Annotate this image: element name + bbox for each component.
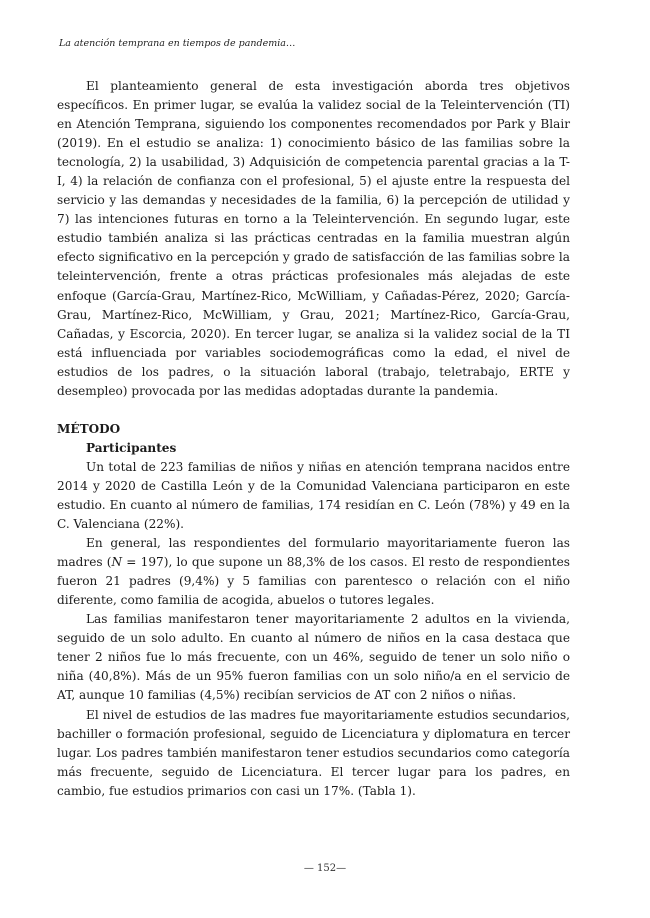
respondents-text-start: En general, las respondientes del formulario mayoritariamente fueron las madres ( <box>57 536 570 570</box>
sample-size-symbol: N <box>111 555 123 570</box>
section-heading-metodo: MÉTODO <box>57 421 121 436</box>
paragraph-objectives: El planteamiento general de esta investigación aborda tres objetivos específicos. En primer lugar, se evalúa la validez social de la Teleintervención (TI) en Atención Temprana, siguiendo los componentes recomendados por Park y Blair (2019). En el estudio se analiza: 1) conocimiento básico de las familias sobre la tecnología, 2) la usabilidad, 3) Adquisición de competencia parental gracias a la T-I, 4) la relación de confianza con el profesional, 5) el ajuste entre la respuesta del servicio y las demandas y necesidades de la familia, 6) la percepción de utilidad y 7) las intenciones futuras en torno a la Teleintervención. En segundo lugar, este estudio también analiza si las prácticas centradas en la familia muestran algún efecto significativo en la percepción y grado de satisfacción de las familias sobre la teleintervención, frente a otras prácticas profesionales más alejadas de este enfoque (García-Grau, Martínez-Rico, McWilliam, y Cañadas-Pérez, 2020; García-Grau, Martínez-Rico, McWilliam, y Grau, 2021; Martínez-Rico, García-Grau, Cañadas, y Escorcia, 2020). En tercer lugar, se analiza si la validez social de la TI está influenciada por variables sociodemográficas como la edad, el nivel de estudios de los padres, o la situación laboral (trabajo, teletrabajo, ERTE y desempleo) provocada por las medidas adoptadas durante la pandemia. <box>57 79 570 398</box>
body-text <box>57 77 570 801</box>
running-header: La atención temprana en tiempos de pandemia… <box>59 38 296 49</box>
respondents-text-end: = 197), lo que supone un 88,3% de los casos. El resto de respondientes fueron 21 padres (9,4%) y 5 familias con parentesco o relación con el niño diferente, como familia de acogida, abuelos o tutores legales. <box>57 555 570 608</box>
page-number: — 152— <box>303 863 347 874</box>
paragraph-gap <box>57 401 570 420</box>
paragraph-participants: Un total de 223 familias de niños y niñas en atención temprana nacidos entre 2014 y 2020 de Castilla León y de la Comunidad Valenciana participaron en este estudio. En cuanto al número de familias, 174 residían en C. León (78%) y 49 en la C. Valenciana (22%). <box>57 459 570 532</box>
subsection-heading-participantes: Participantes <box>86 440 177 455</box>
paragraph-respondents <box>57 534 570 610</box>
paragraph-household: Las familias manifestaron tener mayoritariamente 2 adultos en la vivienda, seguido de un solo adulto. En cuanto al número de niños en la casa destaca que tener 2 niños fue lo más frecuente, con un 46%, seguido de tener un solo niño o niña (40,8%). Más de un 95% fueron familias con un solo niño/a en el servicio de AT, aunque 10 familias (4,5%) recibían servicios de AT con 2 niños o niñas. <box>57 612 570 703</box>
paragraph-education: El nivel de estudios de las madres fue mayoritariamente estudios secundarios, bachiller o formación profesional, seguido de Licenciatura y diplomatura en tercer lugar. Los padres también manifestaron tener estudios secundarios como categoría más frecuente, seguido de Licenciatura. El tercer lugar para los padres, en cambio, fue estudios primarios con casi un 17%. (Tabla 1). <box>57 707 570 798</box>
